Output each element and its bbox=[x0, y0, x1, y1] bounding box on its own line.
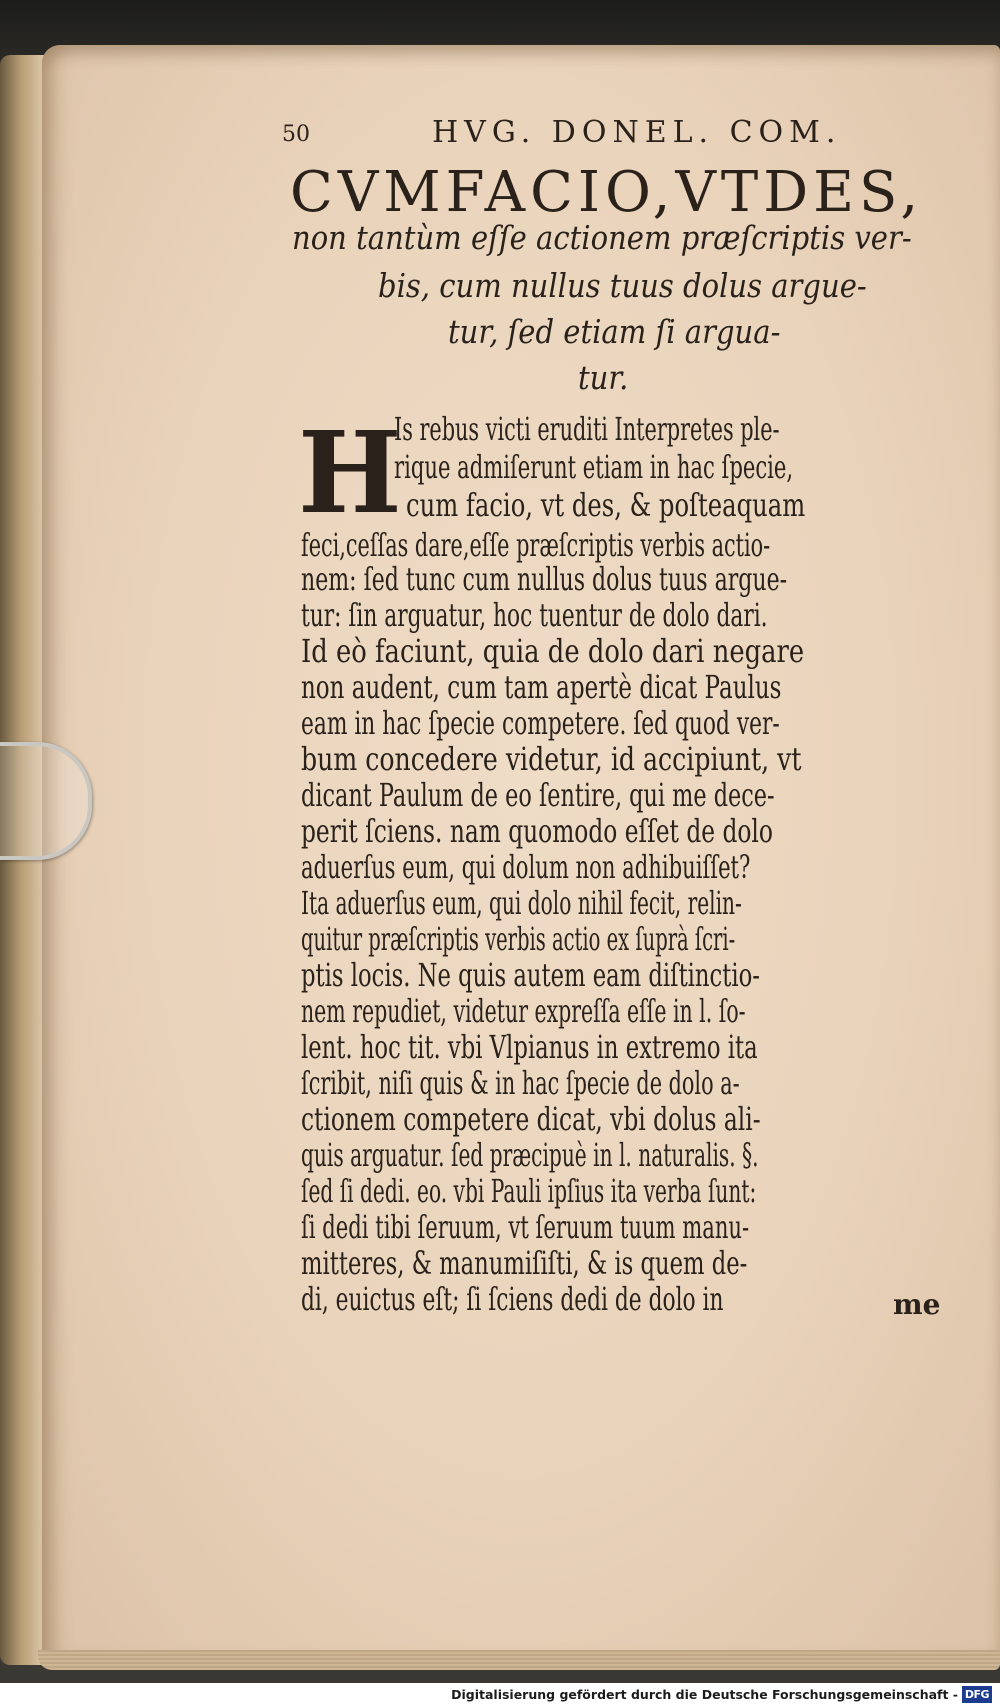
subtitle-line: tur, ſed etiam ſi argua- bbox=[448, 312, 781, 351]
text-line: mitteres, & manumiſiſti, & is quem de- bbox=[301, 1246, 748, 1282]
text-line: non audent, cum tam apertè dicat Paulus bbox=[301, 670, 782, 706]
text-line: ctionem competere dicat, vbi dolus ali- bbox=[301, 1102, 761, 1138]
text-line: Is rebus victi eruditi Interpretes ple- bbox=[394, 412, 780, 448]
section-heading bbox=[290, 160, 924, 225]
text-line: ſi dedi tibi ſeruum, vt ſeruum tuum manu- bbox=[301, 1210, 750, 1246]
text-line: quis arguatur. ſed præcipuè in l. naturalis. §. bbox=[301, 1138, 759, 1174]
subtitle-line: bis, cum nullus tuus dolus argue- bbox=[378, 266, 867, 305]
funding-notice: Digitalisierung gefördert durch die Deutsche Forschungsgemeinschaft - bbox=[451, 1687, 958, 1702]
text-line: perit ſciens. nam quomodo eſſet de dolo bbox=[301, 814, 773, 850]
drop-cap: H bbox=[298, 408, 402, 539]
text-line: nem: ſed tunc cum nullus dolus tuus argue- bbox=[301, 562, 788, 598]
text-line: rique admiſerunt etiam in hac ſpecie, bbox=[394, 450, 794, 486]
text-line: feci,ceſſas dare,eſſe præſcriptis verbis actio- bbox=[301, 528, 771, 564]
heading-word: VT bbox=[675, 160, 764, 225]
text-line: Id eò faciunt, quia de dolo dari negare bbox=[301, 634, 805, 670]
dfg-logo-icon: DFG bbox=[962, 1686, 992, 1703]
page-edges bbox=[38, 1650, 1000, 1670]
text-line: eam in hac ſpecie competere. ſed quod ver- bbox=[301, 706, 780, 742]
text-line: ſed ſi dedi. eo. vbi Pauli ipſius ita verba ſunt: bbox=[301, 1174, 757, 1210]
text-line: cum facio, vt des, & poſteaquam bbox=[406, 488, 806, 524]
page-number: 50 bbox=[282, 122, 310, 147]
heading-word: CVM bbox=[290, 160, 446, 225]
text-line: Ita aduerſus eum, qui dolo nihil fecit, relin- bbox=[301, 886, 742, 922]
subtitle-line: non tantùm eſſe actionem præſcriptis ver- bbox=[292, 218, 912, 257]
text-line: ptis locis. Ne quis autem eam diſtinctio- bbox=[301, 958, 760, 994]
text-line: quitur præſcriptis verbis actio ex ſuprà ſcri- bbox=[301, 922, 736, 958]
text-line: aduerſus eum, qui dolum non adhibuiſſet? bbox=[301, 850, 751, 886]
text-line: lent. hoc tit. vbi Vlpianus in extremo ita bbox=[301, 1030, 758, 1066]
heading-word: DES, bbox=[763, 160, 924, 225]
running-head: HVG. DONEL. COM. bbox=[432, 115, 842, 150]
text-line: ſcribit, niſi quis & in hac ſpecie de dolo a- bbox=[301, 1066, 740, 1102]
catchword: me bbox=[893, 1288, 941, 1321]
text-line: bum concedere videtur, id accipiunt, vt bbox=[301, 742, 802, 778]
text-line: tur: ſin arguatur, hoc tuentur de dolo dari. bbox=[301, 598, 768, 634]
text-line: dicant Paulum de eo ſentire, qui me dece- bbox=[301, 778, 775, 814]
subtitle-line: tur. bbox=[578, 358, 629, 397]
text-line: di, euictus eſt; ſi ſciens dedi de dolo in bbox=[301, 1282, 724, 1318]
text-line: nem repudiet, videtur expreſſa eſſe in l. ſo- bbox=[301, 994, 746, 1030]
heading-word: FACIO, bbox=[445, 160, 676, 225]
